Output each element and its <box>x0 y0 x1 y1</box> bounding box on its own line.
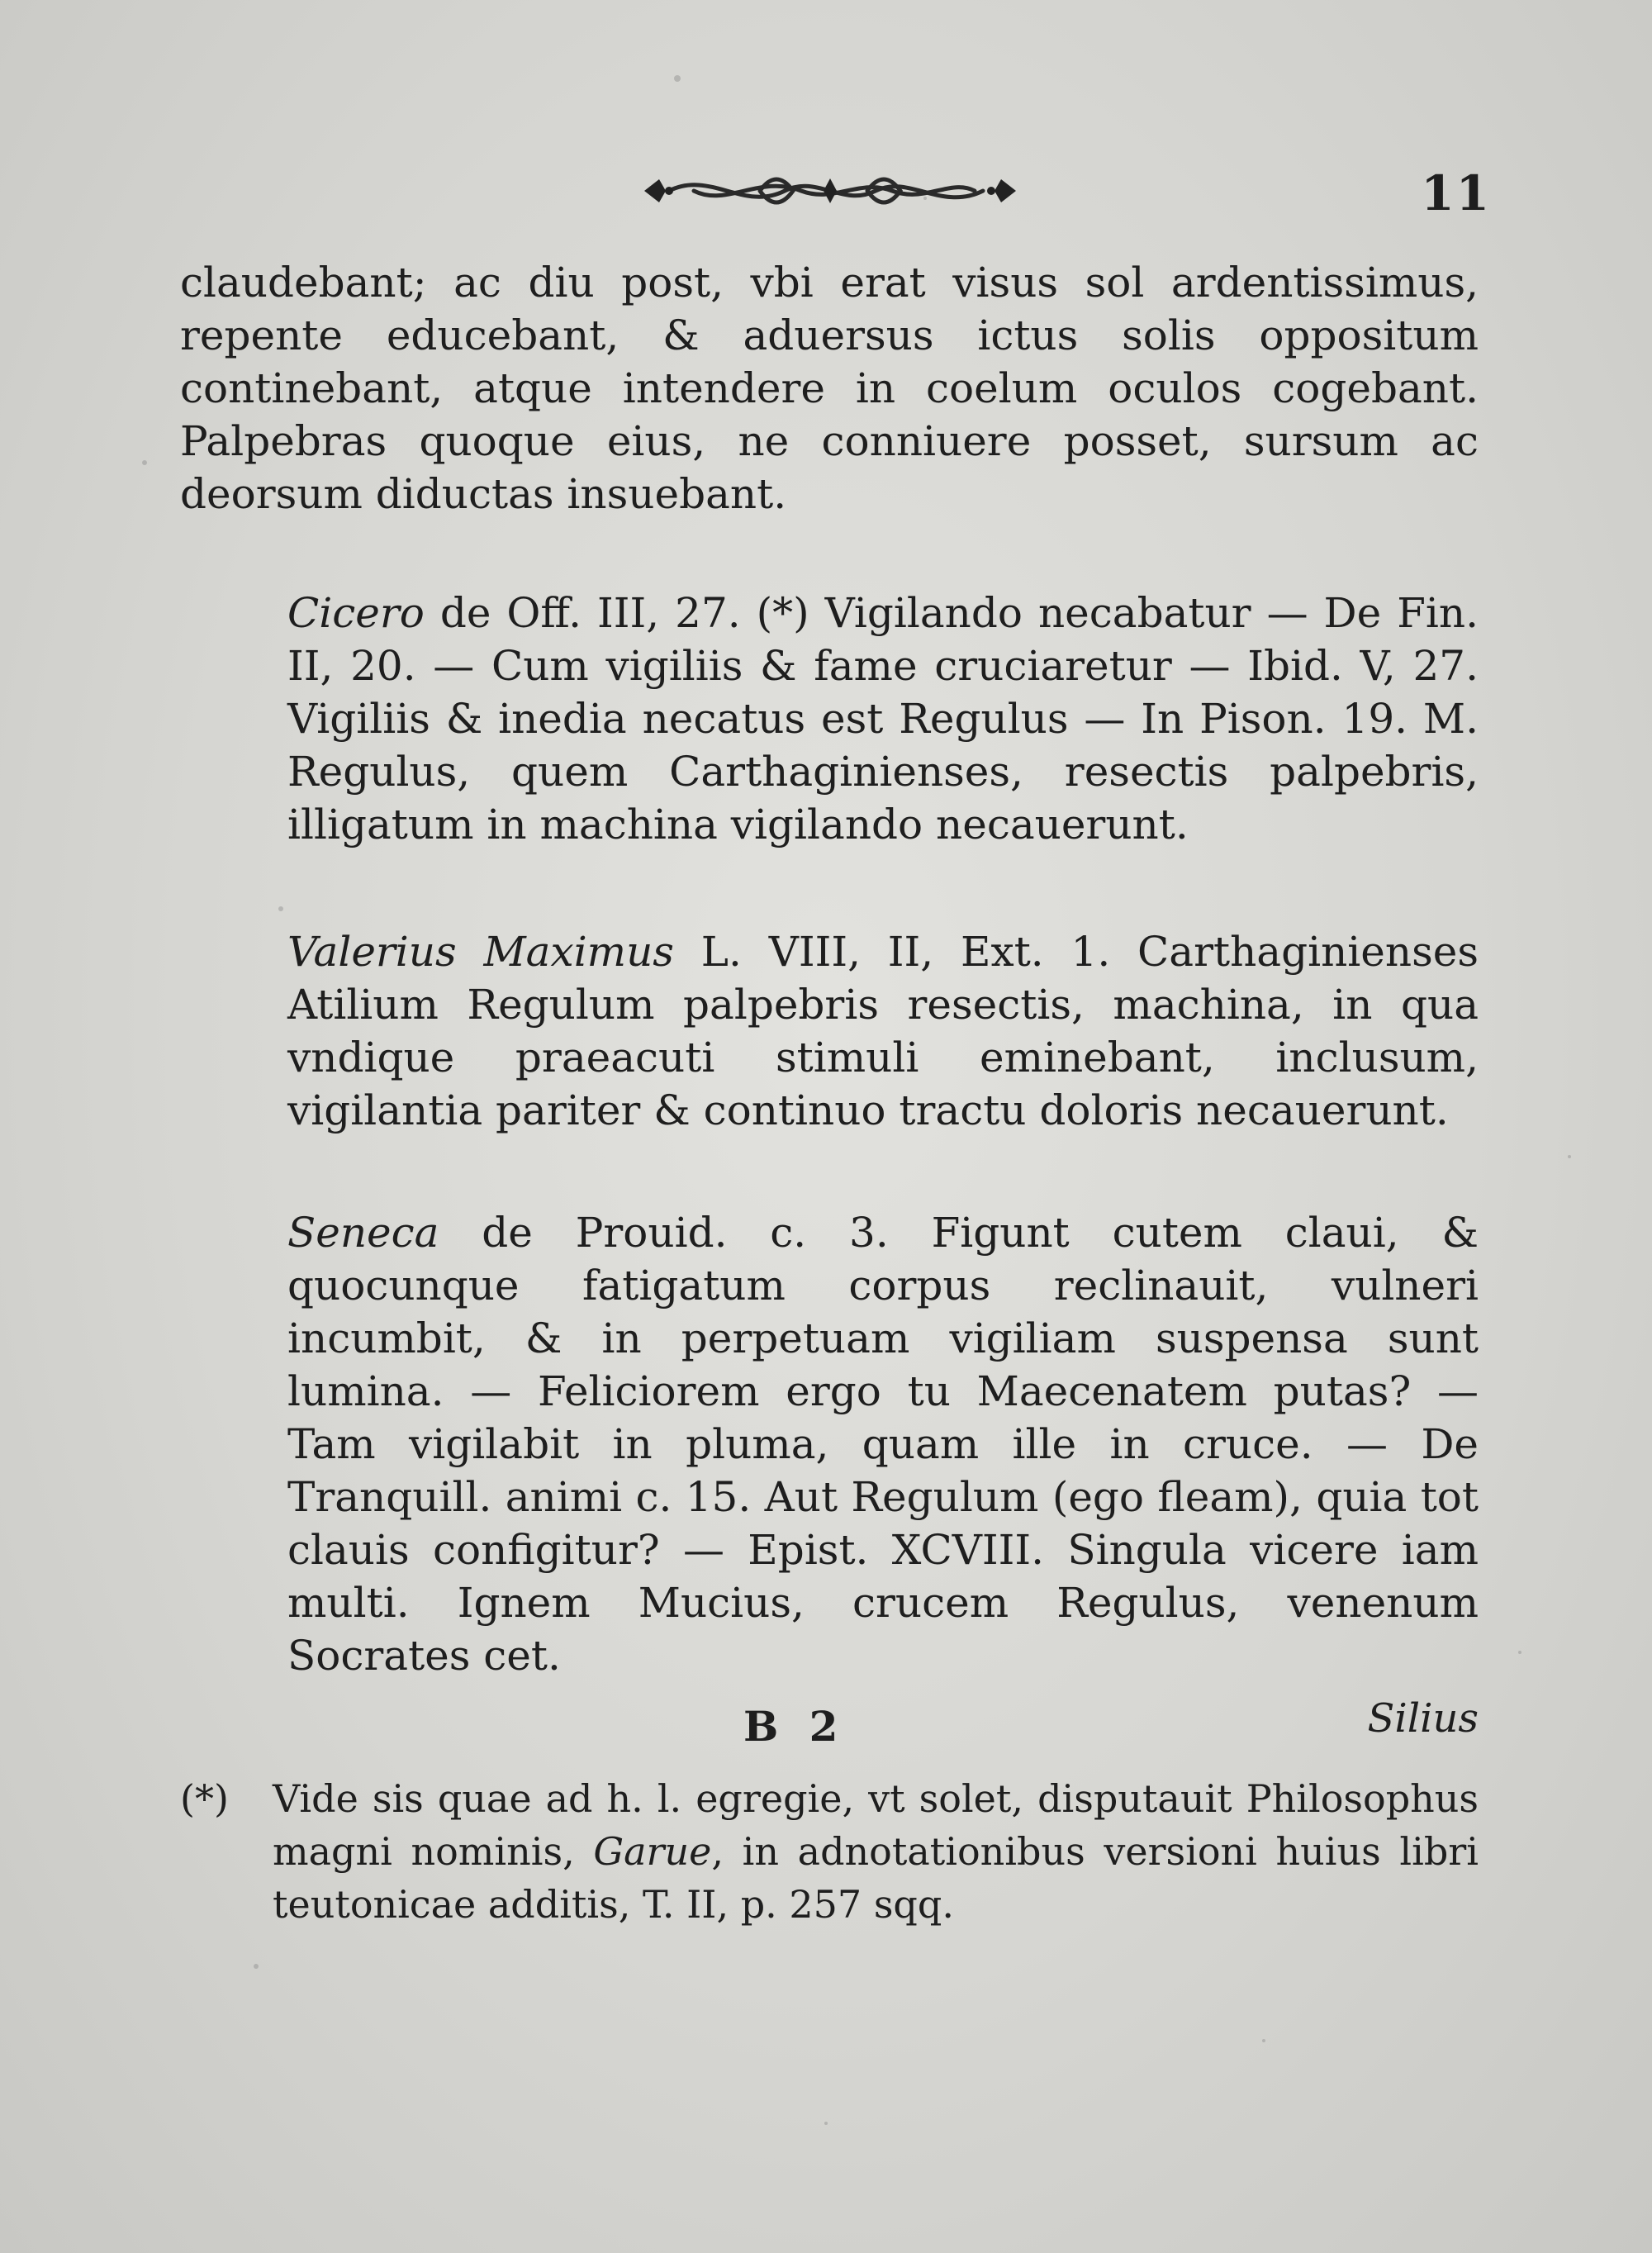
paragraph-valerius <box>180 925 1479 1137</box>
paragraph-continuation <box>180 256 1479 520</box>
page-number: 11 <box>1421 165 1491 221</box>
paragraph-cicero <box>180 587 1479 851</box>
footnote-text-after: , in adnotationibus versioni huius libri teutonicae additis, T. II, p. 257 sqq. <box>273 1829 1479 1927</box>
signature-mark: B 2 <box>743 1702 847 1751</box>
paragraph-text: L. VIII, II, Ext. 1. Carthaginienses Atilium Regulum palpebris resectis, machina, in qua vndique praeacuti stimuli eminebant, inclusum, vigilantia pariter & continuo tractu doloris necauerunt. <box>287 928 1479 1134</box>
footnote-text-before: Vide sis quae ad h. l. egregie, vt solet, disputauit Philosophus magni nominis, <box>273 1776 1479 1874</box>
footnote-author: Garue <box>593 1829 712 1874</box>
author-cicero: Cicero <box>287 589 425 637</box>
author-valerius-maximus: Valerius Maximus <box>287 928 674 976</box>
catchword: Silius <box>1367 1695 1479 1742</box>
paragraph-text: de Off. III, 27. (*) Vigilando necabatur — De Fin. II, 20. — Cum vigiliis & fame cruciaretur — Ibid. V, 27. Vigiliis & inedia necatus est Regulus — In Pison. 19. M. Regulus, quem Carthaginienses, resectis palpebris, illigatum in machina vigilando necauerunt. <box>287 589 1479 848</box>
paragraph-seneca <box>180 1206 1479 1682</box>
footnote-marker: (*) <box>180 1776 229 1821</box>
paragraph-text: de Prouid. c. 3. Figunt cutem claui, & quocunque fatigatum corpus reclinauit, vulneri incumbit, & in perpetuam vigiliam suspensa sunt lumina. — Feliciorem ergo tu Maecenatem putas? — Tam vigilabit in pluma, quam ille in cruce. — De Tranquill. animi c. 15. Aut Regulum (ego fleam), quia tot clauis configitur? — Epist. XCVIII. Singula vicere iam multi. Ignem Mucius, crucem Regulus, venenum Socrates cet. <box>287 1209 1479 1680</box>
paragraph-text: claudebant; ac diu post, vbi erat visus sol ardentissimus, repente educebant, & aduersus ictus solis oppositum continebant, atque intendere in coelum oculos cogebant. Palpebras quoque eius, ne conniuere posset, sursum ac deorsum diductas insuebant. <box>180 259 1479 518</box>
author-seneca: Seneca <box>287 1209 439 1257</box>
footnote <box>180 1772 1479 1931</box>
fleuron-ornament-icon <box>636 162 1024 220</box>
